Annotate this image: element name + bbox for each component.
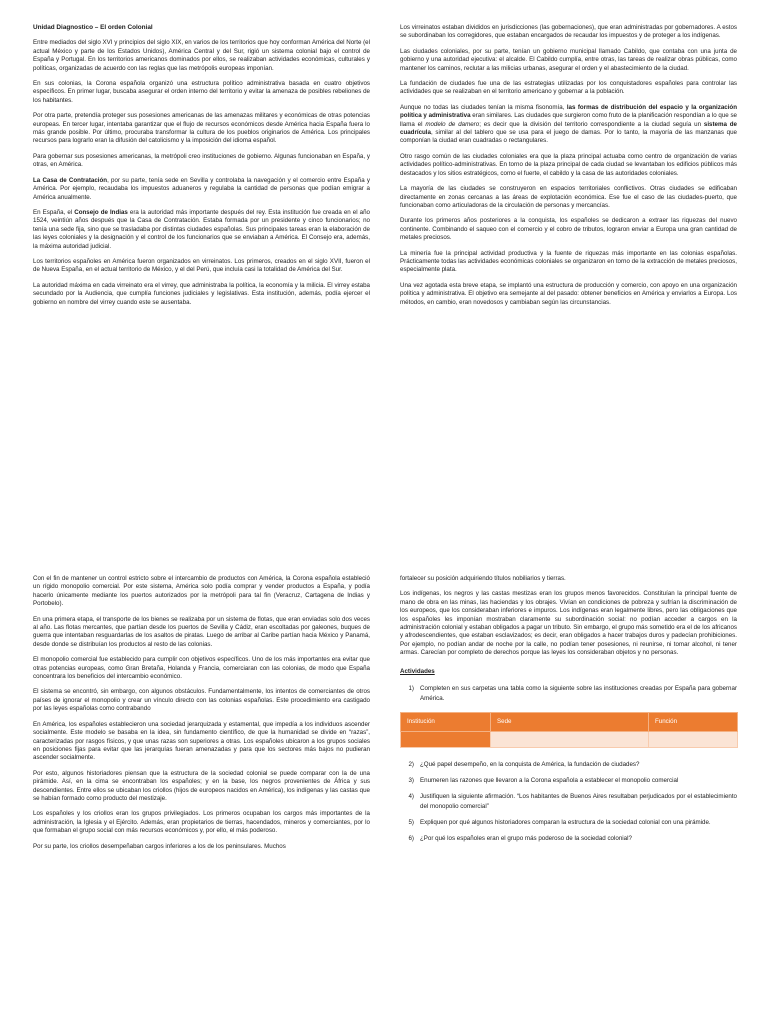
text-span: ; es decir que la división del territorio correspondiente a la ciudad seguía un — [479, 120, 704, 128]
page-2-column — [400, 24, 737, 314]
activity-item — [400, 760, 737, 770]
table-row — [401, 732, 738, 748]
paragraph — [33, 177, 370, 202]
activities-list — [400, 684, 737, 704]
paragraph: Para gobernar sus posesiones americanas, la metrópoli creo instituciones de gobierno. Algunas funcionaban en España, y otras, en América. — [33, 152, 370, 169]
paragraph: fortalecer su posición adquiriendo títulos nobiliarios y tierras. — [400, 575, 566, 582]
paragraph: La autoridad máxima en cada virreinato era el virrey, que administraba la política, la economía y la milicia. El virrey estaba secundado por la Audiencia, que cumplía funciones judiciales y legislativas. Esta institución, además, podía ejercer el gobierno en nombre del virrey cuando este se ausentaba. — [33, 281, 370, 306]
paragraph: Una vez agotada esta breve etapa, se implantó una estructura de producción y comercio, con apoyo en una organización política y administrativa. El objetivo era semejante al del pasado: obtener beneficios en América y enviarlos a Europa. Los métodos, en cambio, eran novedosos y cambiaban según las circunstancias. — [400, 281, 737, 306]
table-header-row — [401, 713, 738, 732]
table-cell — [649, 732, 738, 748]
activity-number: 3) — [408, 777, 414, 785]
page-3-column — [33, 575, 370, 858]
paragraph: Por esto, algunos historiadores piensan que la estructura de la sociedad colonial se puede comparar con la de una pirámide. Así, en la cima se encontraban los españoles; y en la base, los negros provenientes de África y sus descendientes. Entre ellos se ubicaban los criollos (hijos de europeos nacidos en América), los indígenas y las castas que se habían formado como producto del mestizaje. — [33, 769, 370, 802]
paragraph: El monopolio comercial fue establecido para cumplir con objetivos específicos. Uno de los más importantes era evitar que otras potencias europeas, como Gran Bretaña, Holanda y Francia, comerciaran con las colonias, de modo que España concentrara los beneficios del intercambio económico. — [33, 656, 370, 681]
paragraph: Las ciudades coloniales, por su parte, tenían un gobierno municipal llamado Cabildo, que contaba con una junta de gobierno y una autoridad ejecutiva: el alcalde. El Cabildo cumplía, entre otras, las tareas de realizar obras públicas, como mantener los caminos, reclutar a las milicias urbanas, asegurar el orden y el abastecimiento de la ciudad. — [400, 47, 737, 72]
activity-item — [400, 792, 737, 812]
activity-item — [400, 776, 737, 786]
bold-term: Consejo de Indias — [74, 208, 128, 216]
paragraph: En sus colonias, la Corona española organizó una estructura político administrativa basada en cuatro objetivos específicos. En primer lugar, buscaba asegurar el orden interno del territorio y evitar la amenaza de posibles rebeliones de los habitantes. — [33, 80, 370, 104]
paragraph: Durante los primeros años posteriores a la conquista, los españoles se dedicaron a extraer las riquezas del nuevo continente. Combinando el saqueo con el comercio y el cobro de tributos, lograron enviar a Europa una gran cantidad de metales preciosos. — [400, 217, 737, 242]
activity-item — [400, 684, 737, 704]
paragraph: En una primera etapa, el transporte de los bienes se realizaba por un sistema de flotas, que eran enviadas solo dos veces al año. Las flotas mercantes, que partían desde los puertos de Sevilla y Cádiz, eran escoltadas por galeones, buques de guerra que intentaban resguardarlas de los asaltos de piratas. Luego de arribar al Caribe partían hacia México y Panamá, desde donde se distribuían los productos al resto de las colonias. — [33, 615, 370, 648]
table-header-sede: Sede — [491, 713, 649, 732]
activity-number: 5) — [408, 819, 414, 827]
bold-term: La Casa de Contratación — [33, 176, 108, 184]
page-4-column — [400, 575, 737, 850]
activity-number: 4) — [408, 793, 414, 801]
paragraph: El sistema se encontró, sin embargo, con algunos obstáculos. Fundamentalmente, los intentos de comerciantes de otros países de ignorar el monopolio y crear un vínculo directo con las colonias españolas. Este procedimiento era castigado por las leyes españolas como contrabando — [33, 688, 370, 713]
text-span: , similar al del tablero que se usa para el juego de damas. Por lo tanto, la mayoría de las manzanas que componían la ciudad eran cuadradas o rectangulares. — [400, 129, 737, 145]
activity-text: ¿Por qué los españoles eran el grupo más poderoso de la sociedad colonial? — [420, 835, 632, 843]
paragraph: Por otra parte, pretendía proteger sus posesiones americanas de las amenazas militares y económicas de otras potencias europeas. En tercer lugar, intentaba garantizar que el flujo de recursos económicos desde América hacia España fuera lo más grande posible. Por último, procuraba transformar la cultura de los pueblos originarios de América. Los principales recursos para lograrlo eran la difusión del catolicismo y la imposición del idioma español. — [33, 112, 370, 145]
paragraph: Los españoles y los criollos eran los grupos privilegiados. Los primeros ocupaban los cargos más importantes de la administración, la Iglesia y el Ejército. Además, eran propietarios de tierras, hacendados, mineros y comerciantes, por lo que formaban el grupo social con más recursos económicos y, por ello, el más poderoso. — [33, 810, 370, 835]
paragraph: La mayoría de las ciudades se construyeron en espacios territoriales conflictivos. Otras ciudades se edificaban directamente en zonas cercanas a las áreas de explotación económica. Ese fue el caso de las ciudades-puerto, que funcionaban como articuladoras de la circulación de personas y mercancías. — [400, 185, 737, 209]
text-span: En España, el — [33, 208, 75, 216]
page-1-column — [33, 24, 370, 314]
activity-item — [400, 818, 737, 828]
paragraph: Los virreinatos estaban divididos en jurisdicciones (las gobernaciones), que eran administradas por gobernadores. A estos se subordinaban los corregidores, que estaban encargados de recaudar los impuestos y de proteger a los indígenas. — [400, 24, 737, 40]
italic-term: modelo de damero — [425, 120, 480, 128]
institutions-table — [400, 712, 738, 748]
text-span: eran similares. Las ciudades que surgieron como fruto de la planificación respondían a lo que se llama el — [400, 112, 737, 128]
text-span: era la autoridad más importante después del rey. Esta institución fue creada en el año 1524, veintiún años después que la Casa de Contratación. Estaba formada por un presidente y cinco funcionarios; no tenía una sede fija, sino que se trasladaba por distintas ciudades españolas. Sus principales tareas eran la elaboración de las leyes coloniales y la designación y el control de los funcionarios que se enviaban a América. El Consejo era, además, la máxima autoridad judicial. — [33, 208, 370, 250]
activity-text: Enumeren las razones que llevaron a la Corona española a establecer el monopolio comercial — [420, 777, 679, 785]
activity-number: 6) — [408, 835, 414, 843]
activity-number: 1) — [408, 685, 414, 693]
document-title: Unidad Diagnostico – El orden Colonial — [33, 24, 153, 31]
table-cell — [401, 732, 491, 748]
paragraph: Otro rasgo común de las ciudades coloniales era que la plaza principal actuaba como centro de organización de varias actividades político-administrativas. En torno de la plaza principal de cada ciudad se levantaban los edificios públicos más destacados y los sitios estratégicos, como el fuerte, el cabildo y la casa de las autoridades coloniales. — [400, 152, 737, 177]
bold-term: sistema de cuadrícula — [400, 120, 737, 137]
activity-text: ¿Qué papel desempeño, en la conquista de América, la fundación de ciudades? — [420, 761, 640, 769]
activity-text: Justifiquen la siguiente afirmación. “Los habitantes de Buenos Aires resultaban perjudicados por el establecimiento del monopolio comercial” — [420, 793, 737, 811]
table-header-institucion: Institución — [401, 713, 491, 732]
activity-number: 2) — [408, 761, 414, 769]
table-header-funcion: Función — [649, 713, 738, 732]
table-cell — [491, 732, 649, 748]
activity-text: Completen en sus carpetas una tabla como la siguiente sobre las instituciones creadas por España para gobernar América. — [420, 685, 737, 703]
paragraph: Entre mediados del siglo XVI y principios del siglo XIX, en varios de los territorios que hoy conforman América del Norte (el actual México y parte de los Estados Unidos), América Central y del Sur, rigió un sistema colonial bajo el control de España y Portugal. En los territorios americanos dominados por ellos, se realizaban actividades económicas, culturales y políticas, organizadas de acuerdo con las reglas que las metrópolis europeas imponían. — [33, 39, 370, 72]
paragraph: La minería fue la principal actividad productiva y la fuente de riquezas más importante en las colonias españolas. Prácticamente todas las actividades económicas coloniales se organizaron en torno de la extracción de metales preciosos, especialmente plata. — [400, 249, 737, 274]
paragraph — [33, 209, 370, 251]
paragraph: En América, los españoles establecieron una sociedad jerarquizada y estamental, que impedía a los individuos ascender socialmente. Este modelo se basaba en la idea, sin fundamento científico, de que la humanidad se divide en “razas”, caracterizadas por rasgos físicos, y que unas razas son superiores a otras. Los españoles ubicaron a los grupos sociales en posiciones fijas para evitar que las jerarquías fueran amenazadas y para que los sectores más bajos no pudieran ascender socialmente. — [33, 720, 370, 762]
text-span: Aunque no todas las ciudades tenían la misma fisonomía, — [400, 103, 567, 111]
paragraph: La fundación de ciudades fue una de las estrategias utilizadas por los conquistadores españoles para controlar las actividades que se realizaban en el territorio americano y gobernar a la población. — [400, 80, 737, 96]
paragraph — [400, 104, 737, 146]
paragraph: Los indígenas, los negros y las castas mestizas eran los grupos menos favorecidos. Constituían la principal fuente de mano de obra en las minas, las haciendas y los obrajes. Vivían en condiciones de pobreza y sufrían la discriminación de los europeos, que los consideraban inferiores e impuros. Los indígenas eran legalmente libres, pero las obligaciones que los españoles les imponían mostraban claramente su subordinación social: no podían acceder a cargos en la administración colonial y estaban obligados a pagar un tributo. Sin embargo, el grupo más sometido era el de los africanos y afrodescendientes, que estaban esclavizados; es decir, eran obligados a hacer trabajos duros y padecían prohibiciones. Por ejemplo, no podían andar de noche por la calle, no podían tener posesiones, ni reunirse, ni tomar alcohol, ni tener armas. Carecían por completo de derechos porque las leyes los consideraban objetos y no personas. — [400, 590, 737, 657]
activities-heading: Actividades — [400, 667, 435, 675]
activity-item — [400, 834, 737, 844]
text-span: , por su parte, tenía sede en Sevilla y controlaba la navegación y el comercio entre España y América. Por ejemplo, recaudaba los impuestos aduaneros y regulaba la cantidad de personas que podían emigrar a América anualmente. — [33, 176, 370, 201]
paragraph: Por su parte, los criollos desempeñaban cargos inferiores a los de los peninsulares. Muchos — [33, 842, 286, 850]
activities-list — [400, 760, 737, 844]
paragraph: Con el fin de mantener un control estricto sobre el intercambio de productos con América, la Corona española estableció un rígido monopolio comercial. Por este sistema, América solo podía comprar y vender productos a España, y podía hacerlo únicamente mediante los puertos autorizados por la metrópoli para tal fin (Veracruz, Cartagena de Indias y Portobelo). — [33, 575, 370, 608]
bold-term: las formas de distribución del espacio y la organización política y administrativa — [400, 103, 737, 120]
paragraph: Los territorios españoles en América fueron organizados en virreinatos. Los primeros, creados en el siglo XVII, fueron el de Nueva España, en el actual territorio de México, y el del Perú, que incluía casi la totalidad de América del Sur. — [33, 257, 370, 274]
activity-text: Expliquen por qué algunos historiadores comparan la estructura de la sociedad colonial con una pirámide. — [420, 819, 711, 827]
